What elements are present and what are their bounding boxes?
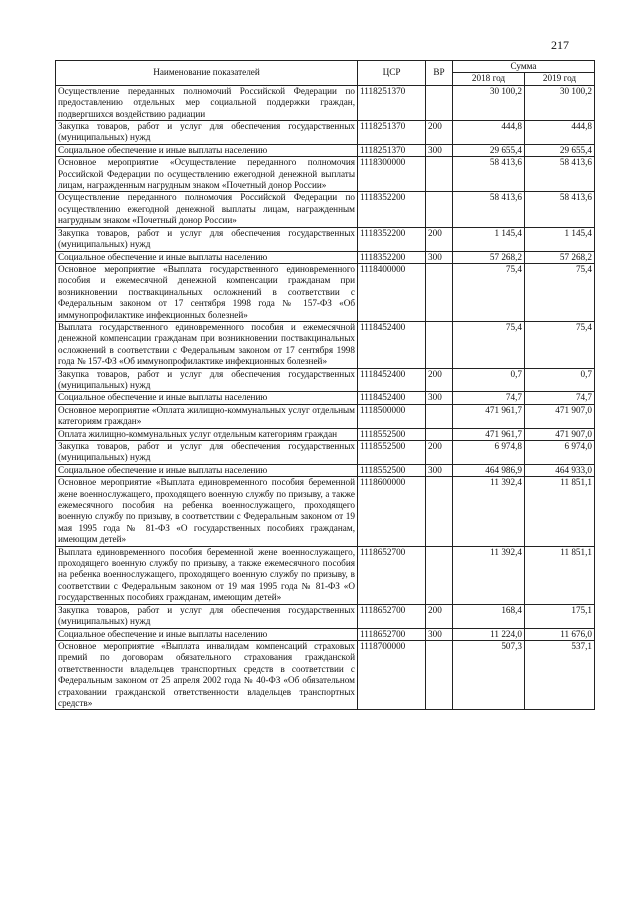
row-vr-cell — [426, 546, 453, 604]
header-year-2019: 2019 год — [525, 73, 595, 85]
table-row — [56, 227, 595, 251]
row-name-cell: Осуществление переданных полномочий Российской Федерации по предоставлению отдельных мер социальной поддержки граждан, подвергшихся воздействию радиации — [56, 85, 358, 120]
row-2019-cell: 6 974,0 — [525, 441, 595, 465]
row-csr-cell: 1118652700 — [358, 628, 426, 640]
row-2019-cell: 74,7 — [525, 392, 595, 404]
row-name-cell: Закупка товаров, работ и услуг для обеспечения государственных (муниципальных) нужд — [56, 604, 358, 628]
row-2018-cell: 11 224,0 — [453, 628, 525, 640]
row-vr-cell — [426, 192, 453, 227]
row-vr-cell — [426, 85, 453, 120]
row-vr-cell: 200 — [426, 441, 453, 465]
row-2018-cell: 75,4 — [453, 321, 525, 368]
table-row — [56, 477, 595, 546]
row-name-cell: Закупка товаров, работ и услуг для обеспечения государственных (муниципальных) нужд — [56, 121, 358, 145]
table-row — [56, 321, 595, 368]
row-csr-cell: 1118700000 — [358, 640, 426, 709]
row-2018-cell: 1 145,4 — [453, 227, 525, 251]
table-row — [56, 404, 595, 428]
row-vr-cell: 200 — [426, 604, 453, 628]
table-row — [56, 604, 595, 628]
row-name-cell: Социальное обеспечение и иные выплаты населению — [56, 464, 358, 476]
row-2018-cell: 0,7 — [453, 368, 525, 392]
row-2018-cell: 471 961,7 — [453, 404, 525, 428]
row-name-cell: Основное мероприятие «Выплата единовременного пособия беременной жене военнослужащего, проходящего военную службу по призыву, а также ежемесячного пособия на ребенка военнослужащего, проходящего военную службу по призыву, в соответствии с Федеральным законом от 19 мая 1995 года № 81-ФЗ «О государственных пособиях гражданам, имеющим детей» — [56, 477, 358, 546]
row-vr-cell — [426, 321, 453, 368]
table-row — [56, 251, 595, 263]
row-2019-cell: 11 851,1 — [525, 477, 595, 546]
row-2018-cell: 11 392,4 — [453, 477, 525, 546]
row-2019-cell: 471 907,0 — [525, 428, 595, 440]
row-vr-cell — [426, 428, 453, 440]
row-name-cell: Оплата жилищно-коммунальных услуг отдельным категориям граждан — [56, 428, 358, 440]
row-2019-cell: 464 933,0 — [525, 464, 595, 476]
row-vr-cell — [426, 640, 453, 709]
row-name-cell: Социальное обеспечение и иные выплаты населению — [56, 144, 358, 156]
row-2019-cell: 0,7 — [525, 368, 595, 392]
header-csr: ЦСР — [358, 61, 426, 86]
row-2018-cell: 6 974,8 — [453, 441, 525, 465]
row-vr-cell: 300 — [426, 464, 453, 476]
row-name-cell: Закупка товаров, работ и услуг для обеспечения государственных (муниципальных) нужд — [56, 441, 358, 465]
row-csr-cell: 1118352200 — [358, 251, 426, 263]
row-vr-cell — [426, 263, 453, 321]
header-vr: ВР — [426, 61, 453, 86]
row-name-cell: Закупка товаров, работ и услуг для обеспечения государственных (муниципальных) нужд — [56, 227, 358, 251]
row-name-cell: Основное мероприятие «Выплата государственного единовременного пособия и ежемесячной денежной компенсации гражданам при возникновении поствакцинальных осложнений в соответствии с Федеральным законом от 17 сентября 1998 года № 157-ФЗ «Об иммунопрофилактике инфекционных болезней» — [56, 263, 358, 321]
row-csr-cell: 1118352200 — [358, 192, 426, 227]
table-row — [56, 263, 595, 321]
row-vr-cell — [426, 157, 453, 192]
row-vr-cell: 300 — [426, 392, 453, 404]
row-name-cell: Основное мероприятие «Выплата инвалидам компенсаций страховых премий по договорам обязательного страхования гражданской ответственности владельцев транспортных средств в соответствии с Федеральным законом от 25 апреля 2002 года № 40-ФЗ «Об обязательном страховании гражданской ответственности владельцев транспортных средств» — [56, 640, 358, 709]
row-name-cell: Социальное обеспечение и иные выплаты населению — [56, 392, 358, 404]
row-2018-cell: 75,4 — [453, 263, 525, 321]
row-csr-cell: 1118452400 — [358, 368, 426, 392]
row-csr-cell: 1118251370 — [358, 121, 426, 145]
row-2018-cell: 464 986,9 — [453, 464, 525, 476]
row-2018-cell: 58 413,6 — [453, 192, 525, 227]
row-vr-cell: 300 — [426, 144, 453, 156]
row-vr-cell: 300 — [426, 251, 453, 263]
table-row — [56, 157, 595, 192]
table-body — [56, 85, 595, 710]
row-2018-cell: 11 392,4 — [453, 546, 525, 604]
row-vr-cell — [426, 477, 453, 546]
row-csr-cell: 1118352200 — [358, 227, 426, 251]
row-2019-cell: 11 676,0 — [525, 628, 595, 640]
row-2018-cell: 507,3 — [453, 640, 525, 709]
row-csr-cell: 1118300000 — [358, 157, 426, 192]
row-2019-cell: 1 145,4 — [525, 227, 595, 251]
row-2018-cell: 57 268,2 — [453, 251, 525, 263]
row-csr-cell: 1118251370 — [358, 144, 426, 156]
budget-table — [55, 60, 595, 710]
row-2018-cell: 30 100,2 — [453, 85, 525, 120]
header-name: Наименование показателей — [56, 61, 358, 86]
row-2019-cell: 58 413,6 — [525, 192, 595, 227]
row-csr-cell: 1118552500 — [358, 428, 426, 440]
row-2019-cell: 75,4 — [525, 263, 595, 321]
row-2019-cell: 75,4 — [525, 321, 595, 368]
row-2019-cell: 11 851,1 — [525, 546, 595, 604]
row-csr-cell: 1118251370 — [358, 85, 426, 120]
table-row — [56, 546, 595, 604]
row-2019-cell: 58 413,6 — [525, 157, 595, 192]
row-2019-cell: 537,1 — [525, 640, 595, 709]
table-row — [56, 392, 595, 404]
row-csr-cell: 1118400000 — [358, 263, 426, 321]
row-2018-cell: 471 961,7 — [453, 428, 525, 440]
table-row — [56, 368, 595, 392]
row-2019-cell: 444,8 — [525, 121, 595, 145]
row-2018-cell: 29 655,4 — [453, 144, 525, 156]
row-2019-cell: 29 655,4 — [525, 144, 595, 156]
table-row — [56, 441, 595, 465]
row-csr-cell: 1118552500 — [358, 441, 426, 465]
row-name-cell: Социальное обеспечение и иные выплаты населению — [56, 628, 358, 640]
table-row — [56, 144, 595, 156]
row-vr-cell: 200 — [426, 227, 453, 251]
table-row — [56, 628, 595, 640]
table-row — [56, 464, 595, 476]
header-year-2018: 2018 год — [453, 73, 525, 85]
row-csr-cell: 1118600000 — [358, 477, 426, 546]
row-vr-cell — [426, 404, 453, 428]
row-2018-cell: 168,4 — [453, 604, 525, 628]
row-name-cell: Осуществление переданного полномочия Российской Федерации по осуществлению ежегодной денежной выплаты лицам, награжденным нагрудным знаком «Почетный донор России» — [56, 192, 358, 227]
row-2018-cell: 58 413,6 — [453, 157, 525, 192]
row-name-cell: Основное мероприятие «Осуществление переданного полномочия Российской Федерации по осуществлению ежегодной денежной выплаты лицам, награжденным нагрудным знаком «Почетный донор России» — [56, 157, 358, 192]
row-csr-cell: 1118652700 — [358, 604, 426, 628]
page-number: 217 — [551, 38, 569, 52]
row-2018-cell: 74,7 — [453, 392, 525, 404]
row-vr-cell: 200 — [426, 121, 453, 145]
row-2019-cell: 30 100,2 — [525, 85, 595, 120]
row-csr-cell: 1118452400 — [358, 321, 426, 368]
row-name-cell: Социальное обеспечение и иные выплаты населению — [56, 251, 358, 263]
row-csr-cell: 1118500000 — [358, 404, 426, 428]
row-name-cell: Выплата государственного единовременного пособия и ежемесячной денежной компенсации гражданам при возникновении поствакцинальных осложнений в соответствии с Федеральным законом от 17 сентября 1998 года № 157-ФЗ «Об иммунопрофилактике инфекционных болезней» — [56, 321, 358, 368]
row-2019-cell: 57 268,2 — [525, 251, 595, 263]
row-csr-cell: 1118552500 — [358, 464, 426, 476]
header-sum: Сумма — [453, 61, 595, 73]
row-name-cell: Основное мероприятие «Оплата жилищно-коммунальных услуг отдельным категориям граждан» — [56, 404, 358, 428]
row-vr-cell: 200 — [426, 368, 453, 392]
row-name-cell: Закупка товаров, работ и услуг для обеспечения государственных (муниципальных) нужд — [56, 368, 358, 392]
table-row — [56, 192, 595, 227]
table-row — [56, 428, 595, 440]
table-row — [56, 85, 595, 120]
row-csr-cell: 1118452400 — [358, 392, 426, 404]
row-csr-cell: 1118652700 — [358, 546, 426, 604]
row-name-cell: Выплата единовременного пособия беременной жене военнослужащего, проходящего военную службу по призыву, а также ежемесячного пособия на ребенка военнослужащего, проходящего военную службу по призыву, в соответствии с Федеральным законом от 19 мая 1995 года № 81-ФЗ «О государственных пособиях гражданам, имеющим детей» — [56, 546, 358, 604]
table-row — [56, 121, 595, 145]
row-2019-cell: 175,1 — [525, 604, 595, 628]
table-row — [56, 640, 595, 709]
row-vr-cell: 300 — [426, 628, 453, 640]
row-2019-cell: 471 907,0 — [525, 404, 595, 428]
row-2018-cell: 444,8 — [453, 121, 525, 145]
